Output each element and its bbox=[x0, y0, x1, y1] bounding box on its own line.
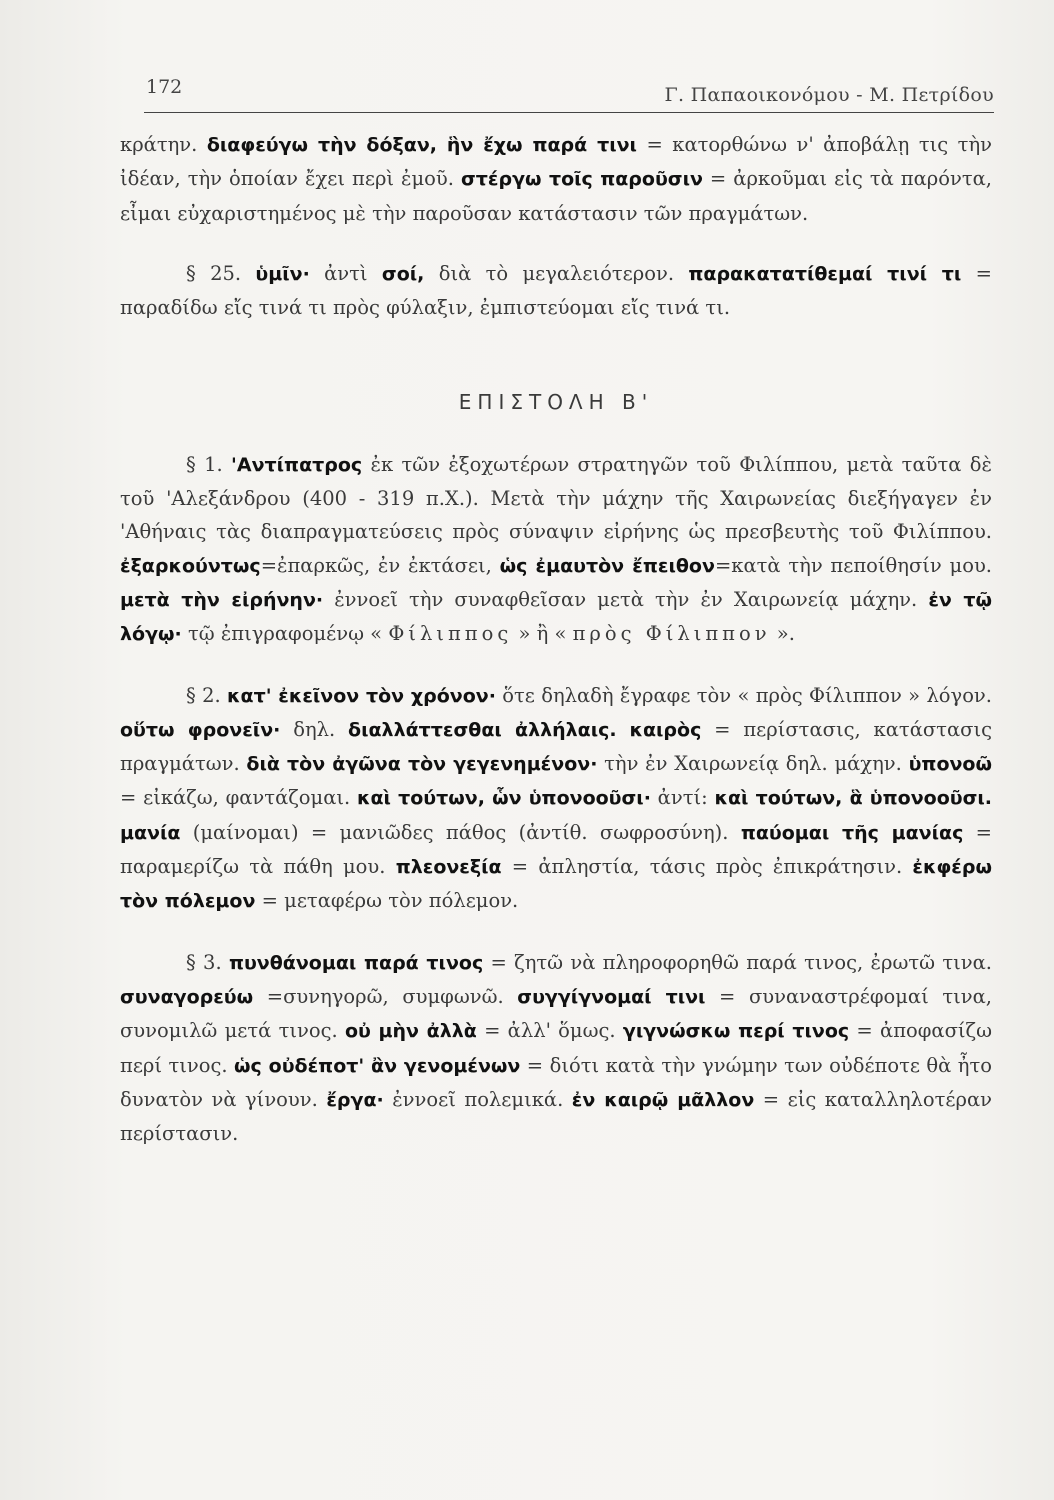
text-span: =ἐπαρκῶς, ἐν ἐκτάσει, bbox=[260, 553, 500, 577]
page-number: 172 bbox=[146, 76, 183, 98]
text-span: = ζητῶ νὰ πληροφορηθῶ παρά τινος, ἐρωτῶ τινα. bbox=[483, 950, 992, 974]
lemma: παύομαι τῆς μανίας bbox=[740, 821, 964, 844]
lemma: πυνθάνομαι παρά τινος bbox=[228, 951, 484, 974]
text-span: ἀντί: bbox=[650, 786, 715, 810]
paragraph-section-3 bbox=[120, 946, 992, 1151]
lemma: κατ' ἐκεῖνον τὸν χρόνον· bbox=[227, 684, 496, 707]
text-span: = ἀρκοῦμαι εἰς τὰ παρόντα, εἶμαι εὐχαριστημένος μὲ τὴν παροῦσαν κατάστασιν τῶν πραγμάτων. bbox=[120, 167, 992, 225]
lemma: ἐν καιρῷ μᾶλλον bbox=[571, 1088, 755, 1111]
text-span: = εἰς καταλληλοτέραν περίστασιν. bbox=[120, 1087, 992, 1146]
paragraph-section-25 bbox=[120, 257, 992, 325]
lemma: ἐξαρκούντως bbox=[120, 554, 261, 577]
text-span: = ἀλλ' ὅμως. bbox=[476, 1019, 623, 1043]
text-span: κράτην. bbox=[120, 133, 207, 156]
lemma: ὡς οὐδέποτ' ἂν γενομένων bbox=[234, 1054, 521, 1077]
text-span: ἀντὶ bbox=[309, 261, 382, 285]
lemma: διὰ τὸν ἀγῶνα τὸν γεγενημένον· bbox=[246, 753, 598, 776]
lemma: ὡς ἐμαυτὸν ἔπειθον bbox=[499, 554, 715, 577]
text-span: » ἢ « bbox=[512, 622, 573, 646]
lemma: διαλλάττεσθαι ἀλλήλαις. bbox=[348, 718, 617, 741]
lemma: ὑπονοῶ bbox=[908, 753, 992, 776]
lemma: παρακατατίθεμαί τινί τι bbox=[688, 262, 962, 285]
text-span: =συνηγορῶ, συμφωνῶ. bbox=[253, 984, 518, 1008]
text-span: = περίστασις, κατάστασις πραγμάτων. bbox=[120, 717, 993, 776]
page-header bbox=[144, 74, 994, 113]
lemma: ἐκφέρω τὸν πόλεμον bbox=[120, 856, 993, 913]
text-span: ἐννοεῖ τὴν συναφθεῖσαν μετὰ τὴν ἐν Χαιρωνείᾳ μάχην. bbox=[323, 587, 929, 611]
lemma: πλεονεξία bbox=[395, 856, 502, 879]
lemma: καὶ τούτων, ἃ ὑπονοοῦσι. μανία bbox=[120, 787, 992, 844]
text-span: ἐννοεῖ πολεμικά. bbox=[383, 1087, 572, 1111]
text-span: ὅτε δηλαδὴ ἔγραφε τὸν « πρὸς Φίλιππον » λόγον. bbox=[495, 683, 992, 707]
section-mark: § 3. bbox=[186, 950, 229, 974]
paragraph-section-1 bbox=[120, 448, 992, 652]
text-span: διὰ τὸ μεγαλειότερον. bbox=[424, 261, 689, 285]
text-span: = διότι κατὰ τὴν γνώμην των οὐδέποτε θὰ ἦτο δυνατὸν νὰ γίνουν. bbox=[120, 1053, 992, 1111]
lemma: ἐν τῷ λόγῳ· bbox=[120, 588, 992, 646]
lemma: καιρὸς bbox=[629, 718, 702, 741]
paragraph-intro bbox=[120, 128, 992, 230]
spaced-title: Φίλιππος bbox=[388, 622, 513, 646]
text-span: τὴν ἐν Χαιρωνείᾳ δηλ. μάχην. bbox=[597, 752, 909, 776]
spaced-title: πρὸς Φίλιππον bbox=[572, 622, 771, 646]
lemma: διαφεύγω τὴν δόξαν, ἣν ἔχω παρά τινι bbox=[206, 134, 637, 156]
text-span: = μεταφέρω τὸν πόλεμον. bbox=[255, 889, 519, 913]
text-span: = ἀπληστία, τάσις πρὸς ἐπικράτησιν. bbox=[501, 855, 913, 879]
paragraph-section-2 bbox=[120, 679, 992, 919]
text-span: = εἰκάζω, φαντάζομαι. bbox=[120, 786, 357, 810]
text-span: = παραμερίζω τὰ πάθη μου. bbox=[120, 820, 992, 879]
text-span: = συναναστρέφομαί τινα, συνομιλῶ μετά τινος. bbox=[120, 984, 992, 1043]
lemma: ὑμῖν· bbox=[255, 262, 310, 285]
text-span: ». bbox=[770, 622, 795, 646]
lemma: οὕτω φρονεῖν· bbox=[120, 718, 281, 741]
lemma: στέργω τοῖς παροῦσιν bbox=[460, 168, 703, 191]
lemma: γιγνώσκω περί τινος bbox=[622, 1020, 850, 1043]
text-span: (μαίνομαι) = μανιῶδες πάθος (ἀντίθ. σωφροσύνη). bbox=[180, 820, 741, 844]
text-span: = παραδίδω εἴς τινά τι πρὸς φύλαξιν, ἐμπιστεύομαι εἴς τινά τι. bbox=[120, 261, 992, 320]
section-heading: ΕΠΙΣΤΟΛΗ Β' bbox=[458, 390, 654, 415]
text-span: τῷ ἐπιγραφομένῳ « bbox=[181, 622, 389, 646]
lemma: οὐ μὴν ἀλλὰ bbox=[344, 1020, 477, 1043]
text-span bbox=[617, 718, 630, 741]
lemma: καὶ τούτων, ὧν ὑπονοοῦσι· bbox=[357, 787, 651, 810]
section-mark: § 2. bbox=[186, 683, 228, 707]
text-span: =κατὰ τὴν πεποίθησίν μου. bbox=[714, 553, 993, 577]
text-span: ἐκ τῶν ἐξοχωτέρων στρατηγῶν τοῦ Φιλίππου, μετὰ ταῦτα δὲ τοῦ 'Αλεξάνδρου (400 - 319 π.Χ.). Μετὰ τὴν μάχην τῆς Χαιρωνείας διεξήγαγεν ἐν 'Αθήναις τὰς διαπραγματεύσεις πρὸς σύναψιν εἰρήνης ὡς πρεσβευτὴς τοῦ Φιλίππου. bbox=[120, 452, 992, 544]
lemma: 'Αντίπατρος bbox=[231, 453, 363, 476]
section-mark: § 25. bbox=[186, 261, 256, 285]
text-span: δηλ. bbox=[280, 717, 349, 741]
lemma: ἔργα· bbox=[326, 1088, 384, 1111]
lemma: συναγορεύω bbox=[120, 985, 254, 1008]
section-mark: § 1. bbox=[186, 452, 232, 476]
running-head: Γ. Παπαοικονόμου - Μ. Πετρίδου bbox=[664, 84, 994, 106]
text-span: = κατορθώνω ν' ἀποβάλῃ τις τὴν ἰδέαν, τὴν ὁποίαν ἔχει περὶ ἐμοῦ. bbox=[120, 133, 992, 191]
lemma: μετὰ τὴν εἰρήνην· bbox=[120, 588, 324, 611]
lemma: σοί, bbox=[381, 262, 425, 285]
lemma: συγγίγνομαί τινι bbox=[517, 985, 706, 1008]
commentary-text bbox=[120, 128, 992, 1150]
text-span: = ἀποφασίζω περί τινος. bbox=[120, 1019, 992, 1077]
